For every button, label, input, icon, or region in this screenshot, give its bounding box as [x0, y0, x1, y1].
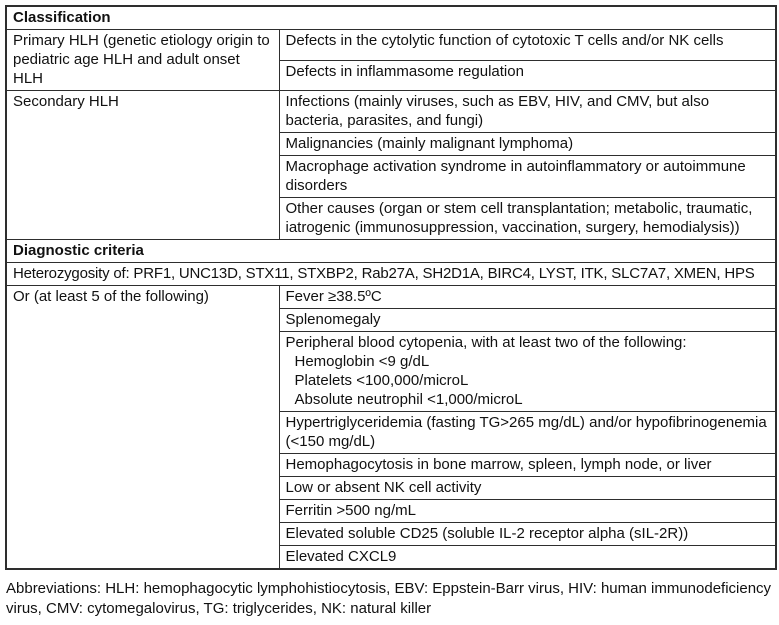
- classification-section-title: Classification: [6, 6, 776, 30]
- criterion-fever: Fever ≥38.5ºC: [279, 286, 776, 309]
- secondary-hlh-label: Secondary HLH: [6, 91, 279, 240]
- classification-header-row: [6, 6, 776, 30]
- primary-hlh-label: Primary HLH (genetic etiology origin to pediatric age HLH and adult onset HLH: [6, 30, 279, 91]
- criterion-cytopenia: [279, 332, 776, 412]
- primary-cause-cytolytic: Defects in the cytolytic function of cytotoxic T cells and/or NK cells: [279, 30, 776, 61]
- criterion-cytopenia-text: Peripheral blood cytopenia, with at least two of the following:: [285, 334, 687, 351]
- secondary-cause-mas: Macrophage activation syndrome in autoinflammatory or autoimmune disorders: [279, 156, 776, 198]
- secondary-cause-malignancies: Malignancies (mainly malignant lymphoma): [279, 133, 776, 156]
- diagnostic-header-row: [6, 240, 776, 263]
- criterion-cd25: Elevated soluble CD25 (soluble IL-2 receptor alpha (sIL-2R)): [279, 523, 776, 546]
- criterion-cytopenia-platelets: Platelets <100,000/microL: [294, 372, 469, 389]
- primary-cause-inflammasome: Defects in inflammasome regulation: [279, 60, 776, 91]
- criterion-nk-activity: Low or absent NK cell activity: [279, 477, 776, 500]
- heterozygosity-row: [6, 263, 776, 286]
- criterion-hemophagocytosis: Hemophagocytosis in bone marrow, spleen, lymph node, or liver: [279, 454, 776, 477]
- heterozygosity-genes: Heterozygosity of: PRF1, UNC13D, STX11, STXBP2, Rab27A, SH2D1A, BIRC4, LYST, ITK, SLC7A7, XMEN, HPS: [6, 263, 776, 286]
- hlh-classification-table: [5, 5, 777, 570]
- secondary-cause-other: Other causes (organ or stem cell transplantation; metabolic, traumatic, iatrogenic (immunosuppression, vaccination, surgery, hemodialysis)): [279, 198, 776, 240]
- criterion-ferritin: Ferritin >500 ng/mL: [279, 500, 776, 523]
- criterion-cytopenia-neutrophil: Absolute neutrophil <1,000/microL: [294, 391, 523, 408]
- abbreviations-footnote: Abbreviations: HLH: hemophagocytic lymphohistiocytosis, EBV: Eppstein-Barr virus, HIV: human immunodeficiency virus, CMV: cytomegalovirus, TG: triglycerides, NK: natural killer: [6, 580, 772, 617]
- or-criteria-label: Or (at least 5 of the following): [6, 286, 279, 570]
- criteria-row-fever: [6, 286, 776, 309]
- criterion-splenomegaly: Splenomegaly: [279, 309, 776, 332]
- criterion-hypertriglyceridemia: Hypertriglyceridemia (fasting TG>265 mg/dL) and/or hypofibrinogenemia (<150 mg/dL): [279, 412, 776, 454]
- criterion-cytopenia-hemoglobin: Hemoglobin <9 g/dL: [294, 353, 430, 370]
- secondary-cause-infections: Infections (mainly viruses, such as EBV, HIV, and CMV, but also bacteria, parasites, and fungi): [279, 91, 776, 133]
- diagnostic-section-title: Diagnostic criteria: [6, 240, 776, 263]
- secondary-hlh-row: [6, 91, 776, 133]
- criterion-cxcl9: Elevated CXCL9: [279, 546, 776, 570]
- primary-hlh-row: [6, 30, 776, 61]
